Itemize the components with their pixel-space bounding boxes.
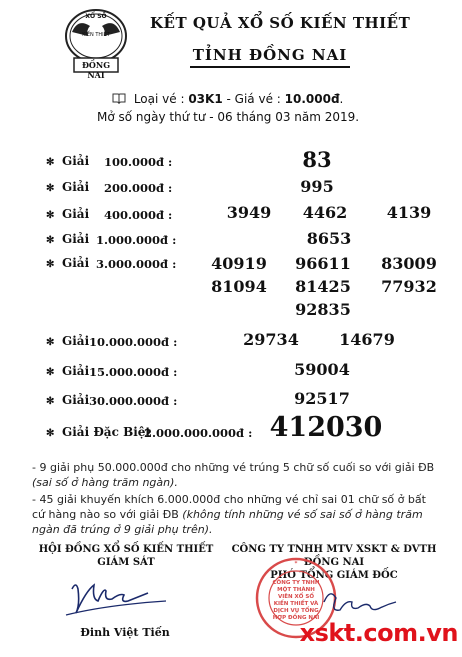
prize-label: Giải: [62, 232, 90, 246]
ticket-price-label: - Giá vé :: [226, 92, 281, 106]
prize-label: Giải: [62, 393, 90, 407]
prize-number: 81425: [295, 277, 351, 296]
prize-amount: 1.000.000đ :: [96, 233, 177, 247]
supervisor-name: Đinh Việt Tiến: [80, 626, 170, 639]
prize-number: 3949: [226, 203, 272, 222]
prize-number: 40919: [211, 254, 267, 273]
open-book-icon: [112, 93, 126, 104]
supervisor-org: HỘI ĐỒNG XỔ SỐ KIẾN THIẾT: [38, 544, 214, 555]
prize-number: 92835: [295, 300, 351, 319]
ticket-price-suffix: .: [339, 92, 344, 106]
prize-number: 83: [302, 147, 332, 172]
logo-top-text: XỔ SỐ: [85, 13, 107, 20]
prize-number: 59004: [294, 360, 350, 379]
asterisk-icon: ✻: [46, 337, 55, 348]
prize-label: Giải: [62, 207, 90, 221]
prize-number: 4139: [386, 203, 432, 222]
prize-amount: 30.000.000đ :: [89, 394, 178, 408]
prize-amount: 2.000.000.000đ :: [144, 426, 253, 440]
asterisk-icon: ✻: [46, 210, 55, 221]
prize-number: 4462: [302, 203, 348, 222]
note-consolation: - 9 giải phụ 50.000.000đ cho những vé trúng 5 chữ số cuối so với giải ĐB (sai số ở hàng trăm ngàn).: [32, 461, 435, 489]
asterisk-icon: ✻: [46, 259, 55, 270]
title-underline: [190, 66, 350, 68]
note-encouragement-italic: (không tính những vé số sai số ở hàng trăm ngàn đã trúng ở 9 giải phụ trên).: [32, 508, 423, 536]
note-encouragement: - 45 giải khuyến khích 6.000.000đ cho những vé chỉ sai 01 chữ số ở bất cứ hàng nào so với giải ĐB (không tính những vé số sai số ở hàng trăm ngàn đã trúng ở 9 giải phụ trên).: [32, 493, 426, 536]
prize-label: Giải: [62, 364, 90, 378]
prize-label: Giải: [62, 334, 90, 348]
site-watermark: xskt.com.vn: [299, 619, 458, 647]
asterisk-icon: ✻: [46, 157, 55, 168]
logo-bottom-text: ĐỒNG NAI: [81, 60, 111, 80]
supervisor-block-title: [36, 543, 216, 569]
prize-amount: 15.000.000đ :: [89, 365, 178, 379]
prize-number: 81094: [211, 277, 267, 296]
prize-label: Giải: [62, 180, 90, 194]
draw-date: Mở số ngày thứ tư - 06 tháng 03 năm 2019.: [97, 110, 360, 124]
prize-number: 77932: [381, 277, 437, 296]
page-subtitle: TỈNH ĐỒNG NAI: [192, 46, 348, 64]
ticket-info-line: [112, 92, 382, 106]
company-org: CÔNG TY TNHH MTV XSKT & DVTH ĐỒNG NAI: [231, 544, 437, 568]
prize-number: 14679: [339, 330, 395, 349]
asterisk-icon: ✻: [46, 235, 55, 246]
supervisor-signature-icon: [62, 573, 172, 621]
prize-number: 995: [300, 177, 334, 196]
note-consolation-italic: (sai số ở hàng trăm ngàn).: [32, 476, 178, 489]
company-role: PHÓ TỔNG GIÁM ĐỐC: [270, 570, 398, 581]
ticket-type-label: Loại vé :: [133, 92, 185, 106]
prize-number: 83009: [381, 254, 437, 273]
page-title: KẾT QUẢ XỔ SỐ KIẾN THIẾT: [150, 14, 411, 32]
prize-amount: 100.000đ :: [104, 155, 173, 169]
prize-amount: 400.000đ :: [104, 208, 173, 222]
prize-label: Giải Đặc Biệt: [62, 425, 151, 439]
prize-number: 92517: [294, 389, 350, 408]
seal-text: CÔNG TY TNHH MỘT THÀNH VIÊN XỔ SỐ KIẾN THIẾT VÀ DỊCH VỤ TỔNG HỢP ĐỒNG NAI: [272, 580, 320, 621]
svg-text:✶: ✶: [293, 560, 299, 566]
asterisk-icon: ✻: [46, 183, 55, 194]
prize-amount: 10.000.000đ :: [89, 335, 178, 349]
prize-amount: 200.000đ :: [104, 181, 173, 195]
logo-mid-text: KIẾN THIẾT: [82, 32, 110, 38]
prize-number: 96611: [295, 254, 351, 273]
director-signature-icon: [320, 584, 400, 618]
asterisk-icon: ✻: [46, 396, 55, 407]
ticket-type-value: 03K1: [188, 92, 223, 106]
prize-amount: 3.000.000đ :: [96, 257, 177, 271]
prize-number: 8653: [306, 229, 352, 248]
ticket-price-value: 10.000đ: [284, 92, 340, 106]
supervisor-role: GIÁM SÁT: [97, 557, 155, 568]
prize-label: Giải: [62, 154, 90, 168]
asterisk-icon: ✻: [46, 428, 55, 439]
prize-notes: [32, 460, 442, 539]
special-prize-number: 412030: [269, 412, 383, 443]
asterisk-icon: ✻: [46, 367, 55, 378]
prize-label: Giải: [62, 256, 90, 270]
prize-number: 29734: [243, 330, 299, 349]
